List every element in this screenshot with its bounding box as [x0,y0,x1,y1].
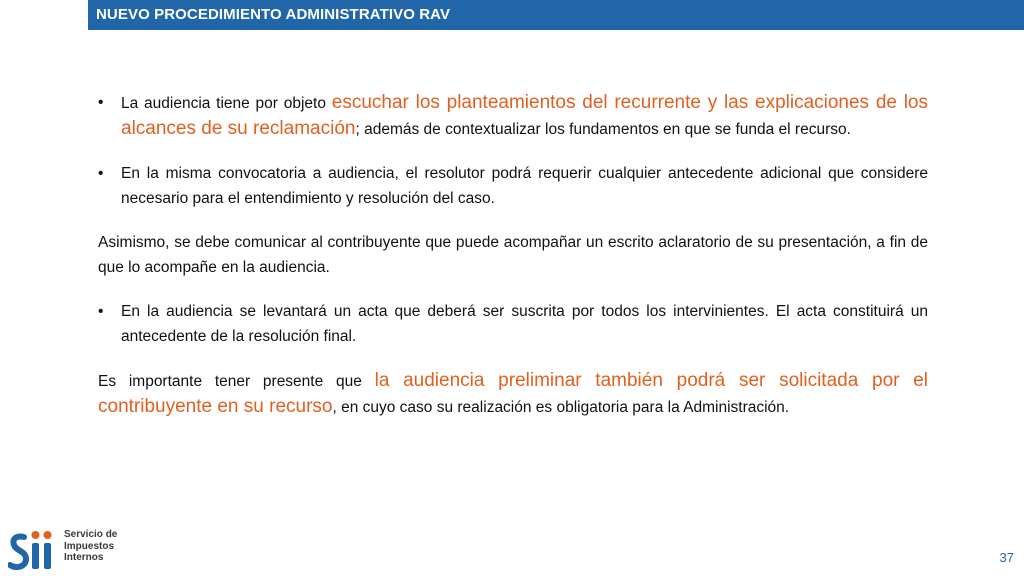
paragraph-2-pre: Es importante tener presente que [98,373,375,390]
bullet-marker: • [98,165,104,182]
bullet-1-post: ; además de contextualizar los fundamentos en que se funda el recurso. [355,121,851,138]
bullet-item-2 [98,161,928,211]
sii-logo-mark [8,527,60,571]
sii-logo [8,527,128,571]
slide-content [98,90,928,420]
bullet-1-highlight: escuchar los planteamientos del recurrente y las explicaciones de los alcances de su reclamación [121,92,928,139]
logo-line-2: Impuestos [64,540,115,552]
paragraph-2-post: , en cuyo caso su realización es obligatoria para la Administración. [332,399,790,416]
logo-line-1: Servicio de [64,529,118,540]
bullet-3-text: En la audiencia se levantará un acta que deberá ser suscrita por todos los intervinientes. El acta constituirá un antecedente de la resolución final. [121,303,928,345]
bullet-item-1 [98,90,928,142]
bullet-marker: • [98,303,104,320]
paragraph-2-highlight: la audiencia preliminar también podrá ser solicitada por el contribuyente en su recurso [98,370,928,417]
logo-line-3: Internos [64,552,104,563]
logo-text [64,529,117,564]
bullet-2-text: En la misma convocatoria a audiencia, el resolutor podrá requerir cualquier antecedente adicional que considere necesario para el entendimiento y resolución del caso. [121,165,928,207]
paragraph-2 [98,368,928,420]
bullet-marker: • [98,94,104,111]
bullet-item-3 [98,299,928,349]
paragraph-1: Asimismo, se debe comunicar al contribuyente que puede acompañar un escrito aclaratorio de su presentación, a fin de que lo acompañe en la audiencia. [98,234,928,276]
slide-title: NUEVO PROCEDIMIENTO ADMINISTRATIVO RAV [96,6,451,23]
bullet-1-pre: La audiencia tiene por objeto [121,95,332,112]
page-number: 37 [999,550,1014,565]
header-bar [88,0,1024,30]
